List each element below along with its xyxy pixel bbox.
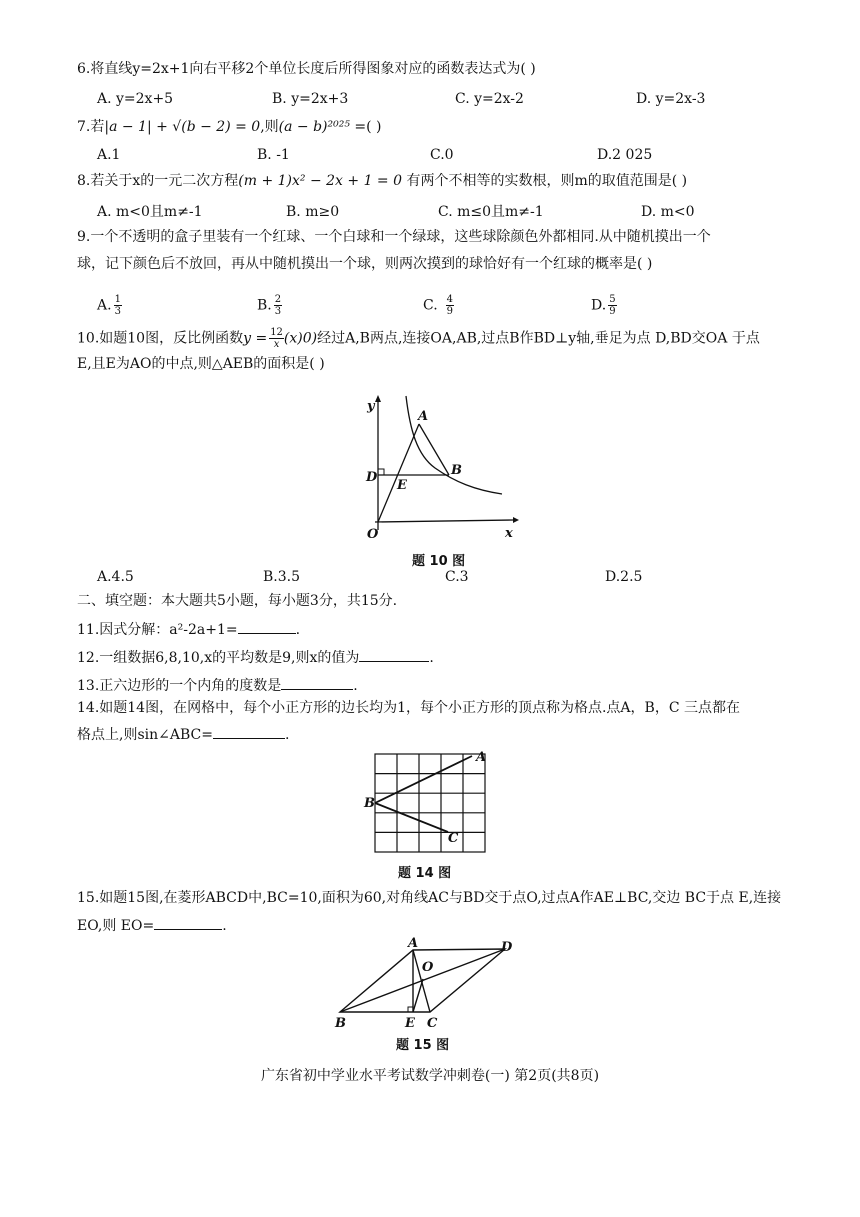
question-7-option-c: C.0 [430, 147, 454, 163]
question-8-option-a: A. m<0且m≠-1 [97, 204, 203, 220]
question-9-option-d: D. $\frac{5}{9}$ [591, 294, 616, 317]
figure-14-label-c: C [448, 831, 459, 846]
question-9-stem-line-2: 球，记下颜色后不放回，再从中随机摸出一个球，则两次摸到的球恰好有一个红球的概率是( ) [77, 256, 653, 272]
question-8-stem [77, 172, 687, 190]
question-10-option-d: D.2.5 [605, 569, 643, 585]
figure-15-label-c: C [427, 1016, 438, 1031]
fraction: $\frac{12}{x}$ [270, 327, 283, 350]
figure-10-diagram [355, 390, 520, 540]
question-7-option-b: B. -1 [257, 147, 290, 163]
question-6-option-a: A. y=2x+5 [97, 91, 174, 107]
question-7-stem [77, 118, 382, 136]
question-7-equation: |a − 1| + √(b − 2) = 0 [104, 119, 261, 135]
question-6-option-d: D. y=2x-3 [636, 91, 706, 107]
answer-blank [281, 675, 353, 690]
figure-15-label-o: O [422, 960, 434, 975]
figure-14-grid [362, 748, 492, 858]
question-7-prefix: 7.若 [77, 119, 105, 135]
question-11: 11.因式分解：a²-2a+1= . [77, 619, 300, 639]
figure-10-label-o: O [367, 527, 379, 542]
figure-10-label-x: x [505, 526, 513, 541]
question-9-stem-line-1: 9.一个不透明的盒子里装有一个红球、一个白球和一个绿球，这些球除颜色外都相同.从中随机摸出一个 [77, 229, 711, 245]
question-7-option-d: D.2 025 [597, 147, 653, 163]
fraction: $\frac{5}{9}$ [609, 294, 616, 317]
figure-10-label-e: E [397, 478, 407, 493]
fraction: $\frac{2}{3}$ [274, 294, 282, 317]
question-8-prefix: 8.若关于x的一元二次方程 [77, 173, 239, 189]
figure-15-label-a: A [408, 936, 419, 951]
answer-blank [359, 647, 429, 662]
question-6-option-c: C. y=2x-2 [455, 91, 524, 107]
figure-15-label-d: D [501, 940, 513, 955]
question-14-stem-line-1: 14.如题14图，在网格中，每个小正方形的边长均为1，每个小正方形的顶点称为格点.点A，B，C 三点都在 [77, 700, 740, 716]
figure-15-rhombus [330, 935, 525, 1030]
fraction: $\frac{1}{3}$ [114, 294, 121, 317]
question-6-stem: 6.将直线y=2x+1向右平移2个单位长度后所得图象对应的函数表达式为( ) [77, 61, 536, 77]
section-2-heading: 二、填空题：本大题共5小题，每小题3分，共15分. [77, 593, 398, 609]
figure-10-label-y: y [367, 399, 375, 414]
question-9-option-a: A. $\frac{1}{3}$ [97, 294, 121, 317]
question-9-option-c: C. $\frac{4}{9}$ [423, 294, 454, 317]
answer-blank [238, 619, 296, 634]
question-7-expression: (a − b)²⁰²⁵ [278, 119, 350, 135]
answer-blank [154, 915, 222, 930]
fraction: $\frac{4}{9}$ [446, 294, 454, 317]
question-10-stem: 10.如题10图，反比例函数y = $\frac{12}{x}$ (x)0)经过A,B两点,连接OA,AB,过点B作BD⊥y轴,垂足为点 D,BD交OA 于点 [77, 327, 760, 350]
question-15-stem-line-1: 15.如题15图,在菱形ABCD中,BC=10,面积为60,对角线AC与BD交于点O,过点A作AE⊥BC,交边 BC于点 E,连接 [77, 890, 782, 906]
figure-10-label-b: B [451, 463, 462, 478]
question-7-mid: ,则 [260, 119, 279, 135]
figure-10-label-a: A [418, 409, 429, 424]
question-15-stem-line-2: EO,则 EO= . [77, 915, 227, 935]
figure-10-label-d: D [366, 470, 378, 485]
question-10-option-a: A.4.5 [97, 569, 134, 585]
question-7-suffix: =( ) [349, 119, 382, 135]
figure-15-label-e: E [405, 1016, 415, 1031]
answer-blank [213, 724, 285, 739]
figure-14-label-a: A [476, 750, 487, 765]
question-13: 13.正六边形的一个内角的度数是 . [77, 675, 358, 695]
figure-15-caption: 题 15 图 [396, 1038, 450, 1053]
question-8-suffix: 有两个不相等的实数根，则m的取值范围是( ) [402, 173, 688, 189]
question-10-option-b: B.3.5 [263, 569, 301, 585]
question-8-option-d: D. m<0 [641, 204, 695, 220]
question-9-option-b: B. $\frac{2}{3}$ [257, 294, 282, 317]
page-footer: 广东省初中学业水平考试数学冲刺卷(一) 第2页(共8页) [260, 1068, 600, 1084]
question-10-option-c: C.3 [445, 569, 469, 585]
question-8-option-c: C. m≤0且m≠-1 [438, 204, 544, 220]
figure-10-caption: 题 10 图 [412, 554, 466, 569]
question-6-option-b: B. y=2x+3 [272, 91, 349, 107]
question-10-stem-line-2: E,且E为AO的中点,则△AEB的面积是( ) [77, 356, 325, 372]
question-7-option-a: A.1 [97, 147, 121, 163]
figure-15-label-b: B [335, 1016, 346, 1031]
question-8-equation: (m + 1)x² − 2x + 1 = 0 [238, 173, 403, 189]
figure-14-caption: 题 14 图 [398, 866, 452, 881]
figure-14-label-b: B [364, 796, 375, 811]
question-12: 12.一组数据6,8,10,x的平均数是9,则x的值为 . [77, 647, 434, 667]
question-8-option-b: B. m≥0 [286, 204, 340, 220]
question-14-stem-line-2: 格点上,则sin∠ABC= . [77, 724, 289, 744]
